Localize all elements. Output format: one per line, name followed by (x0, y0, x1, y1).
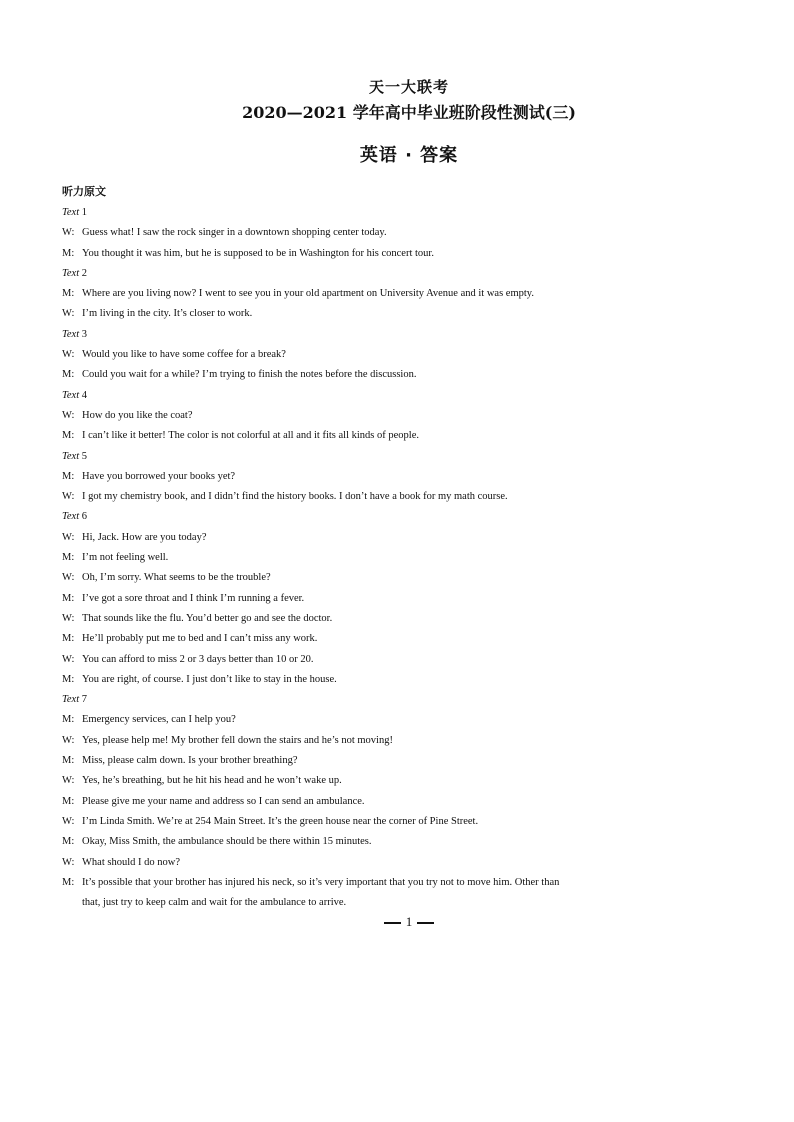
dialog-line (62, 528, 672, 548)
dialog-text: You can afford to miss 2 or 3 days better than 10 or 20. (82, 653, 314, 665)
dialog-line (62, 771, 672, 791)
section-label: 听力原文 (62, 185, 106, 198)
dialog-text: I’m not feeling well. (82, 552, 169, 564)
dialog-text: It’s possible that your brother has injured his neck, so it’s very important that you try not to move him. Other than (82, 876, 560, 888)
text-heading-label: Text (62, 450, 80, 462)
dialog-text: I’ve got a sore throat and I think I’m running a fever. (82, 592, 305, 604)
text-heading-number: 6 (81, 511, 87, 523)
dialog-line (62, 426, 672, 446)
speaker-label: W: (62, 308, 75, 320)
dialog-line (62, 873, 672, 893)
text-heading (62, 507, 672, 527)
dialog-line (62, 345, 672, 365)
speaker-label: M: (62, 430, 75, 442)
text-heading (62, 325, 672, 345)
dialog-text: You are right, of course. I just don’t like to stay in the house. (82, 673, 337, 685)
speaker-label: W: (62, 349, 75, 361)
speaker-label: M: (62, 714, 75, 726)
text-heading-number: 5 (81, 450, 87, 462)
text-heading-label: Text (62, 511, 80, 523)
organization-title: 天一大联考 (368, 78, 449, 96)
page-footer (0, 914, 794, 930)
dialog-text: Emergency services, can I help you? (82, 714, 236, 726)
text-heading-number: 2 (81, 267, 87, 279)
speaker-label: M: (62, 795, 75, 807)
speaker-label: M: (62, 369, 75, 381)
speaker-label: W: (62, 653, 75, 665)
speaker-label: M: (62, 288, 75, 300)
dialog-line (62, 487, 672, 507)
speaker-label: M: (62, 247, 75, 259)
dialog-text: Oh, I’m sorry. What seems to be the trouble? (82, 572, 271, 584)
speaker-label: M: (62, 876, 75, 888)
dialog-text: How do you like the coat? (82, 409, 193, 421)
dialog-text: I can’t like it better! The color is not colorful at all and it fits all kinds of people. (82, 430, 419, 442)
speaker-label: W: (62, 491, 75, 503)
dialog-line (62, 304, 672, 324)
text-heading (62, 447, 672, 467)
dialog-text: Yes, please help me! My brother fell down the stairs and he’s not moving! (82, 734, 393, 746)
text-heading-label: Text (62, 267, 80, 279)
dialog-text: Could you wait for a while? I’m trying to finish the notes before the discussion. (82, 369, 417, 381)
text-heading-label: Text (62, 328, 80, 340)
text-heading-number: 1 (81, 207, 87, 218)
dialog-line (62, 629, 672, 649)
dialog-line (62, 751, 672, 771)
text-heading-label: Text (62, 389, 80, 401)
dialog-line (62, 731, 672, 751)
dialog-line (62, 244, 672, 264)
speaker-label: M: (62, 673, 75, 685)
dialog-line (62, 568, 672, 588)
speaker-label: M: (62, 592, 75, 604)
dialog-text: Hi, Jack. How are you today? (82, 531, 207, 543)
dialog-text: Would you like to have some coffee for a break? (82, 349, 286, 361)
dialog-text: Please give me your name and address so I can send an ambulance. (82, 795, 365, 807)
text-heading (62, 690, 672, 710)
dialog-line (62, 589, 672, 609)
speaker-label: W: (62, 572, 75, 584)
speaker-label: M: (62, 755, 75, 767)
dialog-text: Guess what! I saw the rock singer in a downtown shopping center today. (82, 227, 387, 239)
speaker-label: W: (62, 227, 75, 239)
dialog-line (62, 710, 672, 730)
dialog-text: Miss, please calm down. Is your brother breathing? (82, 755, 298, 767)
dialog-text: that, just try to keep calm and wait for the ambulance to arrive. (82, 897, 347, 909)
speaker-label: M: (62, 836, 75, 848)
subject-title: 英语 · 答案 (359, 145, 459, 166)
dialog-continuation (62, 893, 672, 913)
dialog-line (62, 609, 672, 629)
dialog-line (62, 223, 672, 243)
dialog-line (62, 365, 672, 385)
speaker-label: W: (62, 856, 75, 868)
page-number: 1 (405, 914, 413, 929)
dialog-line (62, 467, 672, 487)
text-heading-label: Text (62, 694, 80, 706)
dialog-text: Yes, he’s breathing, but he hit his head and he won’t wake up. (82, 775, 342, 787)
footer-dash-left (384, 922, 401, 924)
footer-dash-right (417, 922, 434, 924)
speaker-label: W: (62, 734, 75, 746)
speaker-label: M: (62, 633, 75, 645)
dialog-line (62, 832, 672, 852)
text-heading-number: 3 (81, 328, 87, 340)
speaker-label: W: (62, 815, 75, 827)
dialog-text: I’m living in the city. It’s closer to work. (82, 308, 253, 320)
exam-title: 2020—2021 学年高中毕业班阶段性测试(三) (242, 103, 576, 122)
dialog-text: That sounds like the flu. You’d better go and see the doctor. (82, 612, 333, 624)
dialog-text: Where are you living now? I went to see you in your old apartment on University Avenue and it was empty. (82, 288, 534, 300)
speaker-label: M: (62, 470, 75, 482)
dialog-line (62, 284, 672, 304)
dialog-text: Have you borrowed your books yet? (82, 470, 236, 482)
dialog-text: You thought it was him, but he is supposed to be in Washington for his concert tour. (82, 247, 434, 259)
speaker-label: W: (62, 531, 75, 543)
text-heading (62, 264, 672, 284)
dialog-line (62, 812, 672, 832)
text-heading-label: Text (62, 207, 80, 218)
dialog-line (62, 650, 672, 670)
dialog-line (62, 670, 672, 690)
dialog-text: What should I do now? (82, 856, 180, 868)
dialog-text: Okay, Miss Smith, the ambulance should be there within 15 minutes. (82, 836, 372, 848)
speaker-label: W: (62, 612, 75, 624)
dialog-line (62, 406, 672, 426)
dialog-line (62, 548, 672, 568)
dialog-text: He’ll probably put me to bed and I can’t miss any work. (82, 633, 318, 645)
speaker-label: M: (62, 552, 75, 564)
text-heading-number: 7 (81, 694, 87, 706)
dialog-text: I got my chemistry book, and I didn’t find the history books. I don’t have a book for my math course. (82, 491, 508, 503)
text-heading-number: 4 (81, 389, 87, 401)
dialog-line (62, 853, 672, 873)
dialog-line (62, 792, 672, 812)
speaker-label: W: (62, 775, 75, 787)
dialog-text: I’m Linda Smith. We’re at 254 Main Street. It’s the green house near the corner of Pine Street. (82, 815, 479, 827)
text-heading (62, 203, 672, 223)
listening-transcript (62, 203, 672, 913)
text-heading (62, 386, 672, 406)
speaker-label: W: (62, 409, 75, 421)
